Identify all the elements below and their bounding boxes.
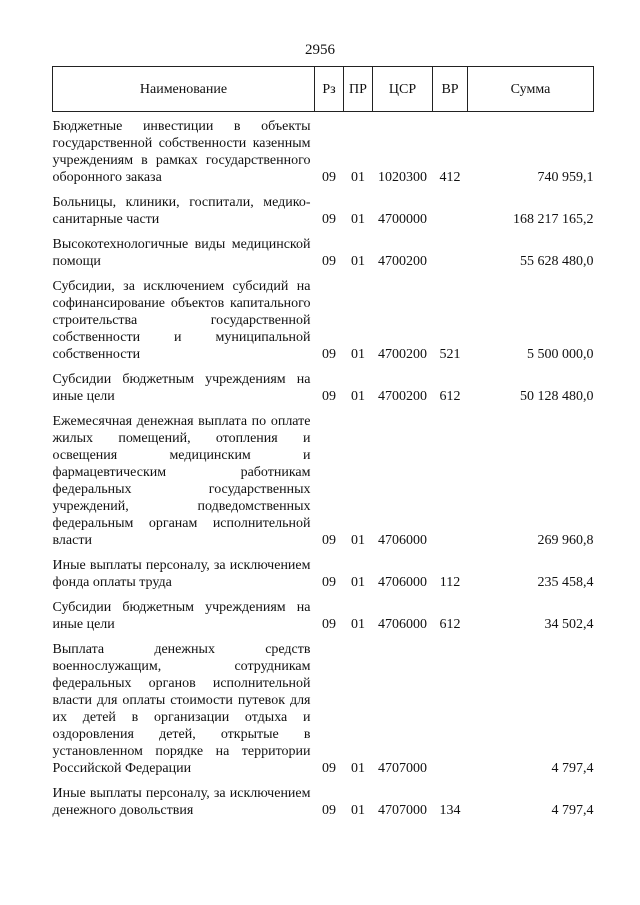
row-vr: 521	[439, 347, 461, 362]
row-name: Иные выплаты персоналу, за исключением денежного довольствия	[52, 786, 311, 818]
table-row	[53, 599, 594, 641]
row-pr: 01	[351, 254, 365, 269]
row-sum: 269 960,8	[537, 533, 594, 548]
row-sum: 235 458,4	[537, 575, 594, 590]
row-csr: 4700000	[378, 212, 427, 227]
row-pr: 01	[351, 761, 365, 776]
row-pr: 01	[351, 347, 365, 362]
header-vr: ВР	[433, 67, 468, 112]
row-csr: 4707000	[378, 761, 427, 776]
row-name: Бюджетные инвестиции в объекты государственной собственности казенным учреждениям в рамках государственного оборонного заказа	[52, 119, 311, 185]
row-rz: 09	[322, 575, 336, 590]
table-row	[53, 371, 594, 413]
row-csr: 4700200	[378, 254, 427, 269]
row-sum: 168 217 165,2	[513, 212, 594, 227]
row-rz: 09	[322, 617, 336, 632]
row-csr: 4707000	[378, 803, 427, 818]
page-number: 2956	[305, 42, 335, 58]
row-rz: 09	[322, 254, 336, 269]
header-sum: Сумма	[468, 67, 594, 112]
header-name: Наименование	[53, 67, 315, 112]
header-csr: ЦСР	[373, 67, 433, 112]
row-name: Выплата денежных средств военнослужащим, сотрудникам федеральных органов исполнительной власти для оплаты стоимости путевок для их детей в организации отдыха и оздоровления детей, открытые в установленном порядке на территории Российской Федерации	[52, 642, 311, 776]
row-sum: 50 128 480,0	[520, 389, 594, 404]
row-vr: 612	[439, 617, 461, 632]
row-pr: 01	[351, 803, 365, 818]
row-rz: 09	[322, 212, 336, 227]
table-row	[53, 785, 594, 827]
row-vr: 412	[439, 170, 461, 185]
row-sum: 34 502,4	[544, 617, 594, 632]
row-vr: 612	[439, 389, 461, 404]
row-csr: 1020300	[378, 170, 427, 185]
table-header	[53, 67, 594, 112]
row-name: Иные выплаты персоналу, за исключением фонда оплаты труда	[52, 558, 311, 590]
row-vr	[433, 413, 468, 557]
row-rz: 09	[322, 170, 336, 185]
row-rz: 09	[322, 533, 336, 548]
row-name: Субсидии, за исключением субсидий на софинансирование объектов капитального строительства государственной собственности и муниципальной собственности	[52, 279, 311, 362]
table-row	[53, 641, 594, 785]
row-pr: 01	[351, 575, 365, 590]
row-sum: 740 959,1	[537, 170, 594, 185]
row-name: Субсидии бюджетным учреждениям на иные цели	[52, 372, 311, 404]
row-rz: 09	[322, 761, 336, 776]
row-rz: 09	[322, 389, 336, 404]
table-row	[53, 194, 594, 236]
row-pr: 01	[351, 389, 365, 404]
row-csr: 4706000	[378, 533, 427, 548]
budget-table	[52, 66, 594, 827]
row-pr: 01	[351, 617, 365, 632]
row-rz: 09	[322, 803, 336, 818]
row-pr: 01	[351, 533, 365, 548]
table-row	[53, 278, 594, 371]
row-name: Высокотехнологичные виды медицинской помощи	[52, 237, 311, 269]
row-csr: 4706000	[378, 575, 427, 590]
row-rz: 09	[322, 347, 336, 362]
header-rz: Рз	[315, 67, 344, 112]
row-pr: 01	[351, 170, 365, 185]
row-sum: 4 797,4	[551, 803, 594, 818]
row-sum: 55 628 480,0	[520, 254, 594, 269]
table-row	[53, 112, 594, 195]
row-vr: 112	[439, 575, 461, 590]
row-vr: 134	[439, 803, 461, 818]
row-csr: 4700200	[378, 389, 427, 404]
row-sum: 4 797,4	[551, 761, 594, 776]
row-pr: 01	[351, 212, 365, 227]
table-row	[53, 236, 594, 278]
row-csr: 4700200	[378, 347, 427, 362]
row-name: Ежемесячная денежная выплата по оплате жилых помещений, отопления и освещения медицинским и фармацевтическим работникам федеральных государственных учреждений, подведомственных федеральным органам исполнительной власти	[52, 414, 311, 548]
row-name: Субсидии бюджетным учреждениям на иные цели	[52, 600, 311, 632]
row-sum: 5 500 000,0	[527, 347, 594, 362]
row-vr	[433, 641, 468, 785]
row-vr	[433, 194, 468, 236]
header-pr: ПР	[344, 67, 373, 112]
table-row	[53, 413, 594, 557]
row-name: Больницы, клиники, госпитали, медико-санитарные части	[52, 195, 311, 227]
row-vr	[433, 236, 468, 278]
table-row	[53, 557, 594, 599]
row-csr: 4706000	[378, 617, 427, 632]
